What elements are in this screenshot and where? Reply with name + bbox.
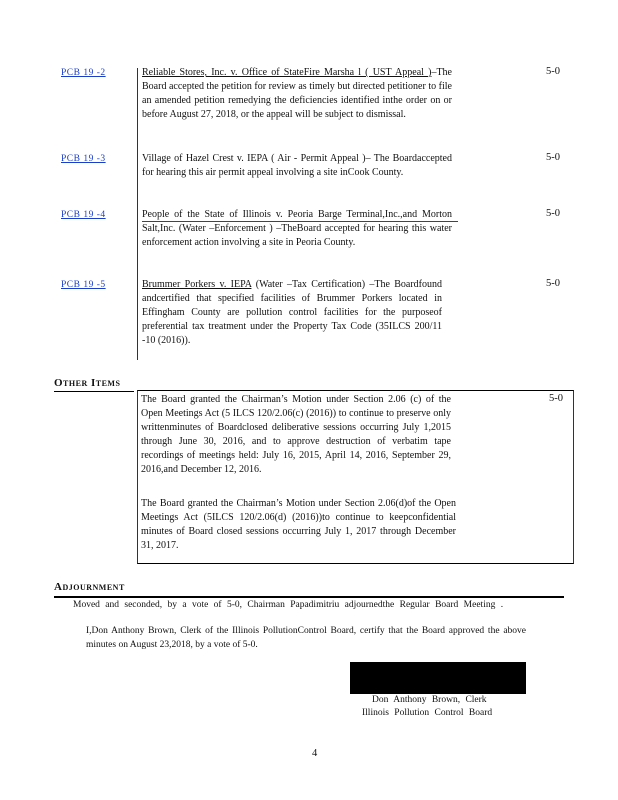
case-title: People of the State of Illinois v. Peoria Barge Terminal,Inc.,and Morton Salt,Inc.	[142, 209, 452, 234]
case-title: Reliable Stores, Inc. v. Office of StateFire Marsha l ( UST Appeal )	[142, 67, 432, 78]
case-text: (Water –Tax Certification) –The Boardfound andcertified that specified facilities of Brummer Porkers located in Effingham County are pollution control facilities for the purposeof preferential tax treatment under the Property Tax Code (35ILCS 200/11 -10 (2016)).	[142, 279, 443, 346]
case-title: Village of Hazel Crest v. IEPA ( Air - Permit Appeal )	[142, 153, 366, 164]
case-vote: 5-0	[546, 208, 560, 219]
adjournment-rule	[54, 596, 564, 598]
case-title: Brummer Porkers v. IEPA	[142, 279, 252, 290]
case-link-19-2[interactable]: PCB 19 -2	[61, 68, 106, 78]
case-description-19-3	[142, 152, 452, 180]
adjournment-heading: Adjournment	[54, 581, 125, 593]
case-text: –The Board accepted the petition for review as timely but directed petitioner to file an amended petition remedying the deficiencies identified inthe order on or before August 27, 2018, or the appeal will be subject to dismissal.	[142, 67, 452, 120]
case-vote: 5-0	[546, 278, 560, 289]
case-vote: 5-0	[546, 66, 560, 77]
case-description-19-5	[142, 278, 442, 348]
case-link-19-3[interactable]: PCB 19 -3	[61, 154, 106, 164]
signature-organization: Illinois Pollution Control Board	[362, 708, 493, 718]
case-text: – The Boardaccepted for hearing this air permit appeal involving a site inCook County.	[142, 153, 452, 178]
other-items-paragraph-1: The Board granted the Chairman’s Motion under Section 2.06 (c) of the Open Meetings Act (5 ILCS 120/2.06(c) (2016)) to continue to preserve only writtenminutes of Boardclosed deliberative sessions occurring July 1,2015 through June 30, 2016, and to approve destruction of verbatim tape recordings of meetings held: July 16, 2015, April 14, 2016, September 29, 2016,and December 12, 2016.	[141, 394, 451, 475]
case-description-19-2	[142, 66, 452, 122]
signature-redaction	[350, 662, 526, 694]
case-link-19-4[interactable]: PCB 19 -4	[61, 210, 106, 220]
other-items-paragraph-2: The Board granted the Chairman’s Motion under Section 2.06(d)of the Open Meetings Act (5ILCS 120/2.06(d) (2016))to continue to keepconfidential minutes of Board closed sessions occurring July 1, 2017 through December 31, 2017.	[141, 498, 456, 551]
adjournment-motion: Moved and seconded, by a vote of 5-0, Chairman Papadimitriu adjournedthe Regular Board Meeting .	[73, 600, 504, 610]
case-link-19-5[interactable]: PCB 19 -5	[61, 280, 106, 290]
case-description-19-4	[142, 208, 452, 250]
clerk-certification: I,Don Anthony Brown, Clerk of the Illinois PollutionControl Board, certify that the Board approved the above minutes on August 23,2018, by a vote of 5-0.	[86, 626, 526, 650]
other-items-vote: 5-0	[549, 393, 563, 404]
signature-name: Don Anthony Brown, Clerk	[372, 695, 487, 705]
case-text: (Water –Enforcement ) –TheBoard accepted for hearing this water enforcement action involving a site in Peoria County.	[142, 223, 452, 248]
cases-divider	[137, 68, 138, 360]
page-number: 4	[312, 748, 318, 759]
other-items-heading: Other Items	[54, 377, 121, 389]
case-vote: 5-0	[546, 152, 560, 163]
other-items-rule	[54, 391, 134, 392]
